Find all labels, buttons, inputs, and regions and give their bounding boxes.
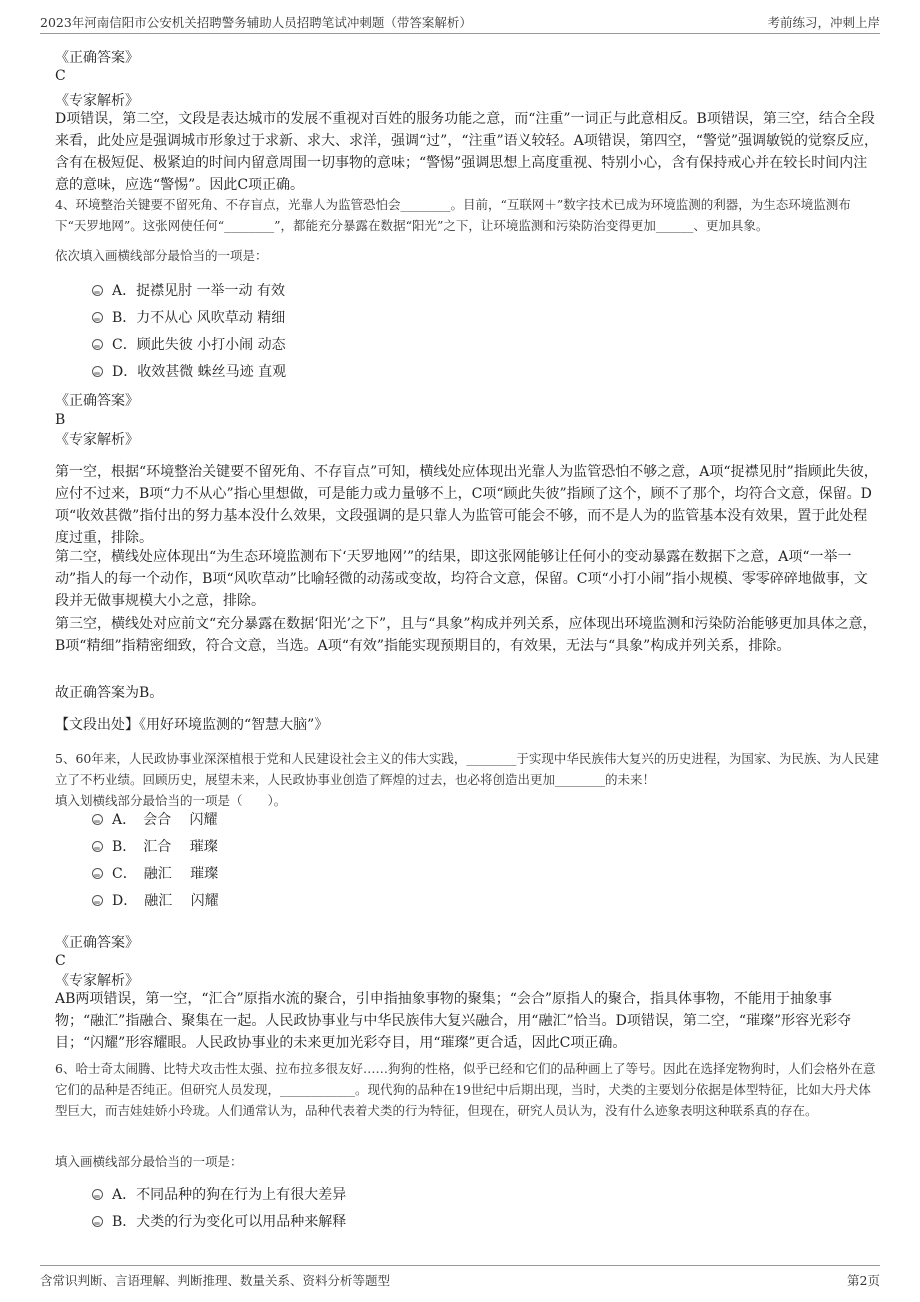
q4-source: 【文段出处】《用好环境监测的“智慧大脑”》 — [55, 717, 329, 733]
q4-analysis-p3: 第三空，横线处对应前文“充分暴露在数据‘阳光’之下”，且与“具象”构成并列关系，应体现出环境监测和污染防治能够更加具体之意，B项“精细”指精密细致，符合文意，当选。A项“有效”指能实现预期目的，有效果，无法与“具象”构成并列关系，排除。 — [55, 616, 877, 654]
q5-answer-label: 《正确答案》 — [55, 935, 139, 951]
q4-option-b[interactable]: B．力不从心 风吹草动 精细 — [92, 307, 285, 329]
radio-icon[interactable] — [92, 1189, 103, 1200]
q6-option-b[interactable]: B．犬类的行为变化可以用品种来解释 — [92, 1211, 346, 1233]
q5-option-c[interactable]: C． 融汇 璀璨 — [92, 863, 218, 885]
q3-answer-label: 《正确答案》 — [55, 50, 139, 66]
page-header — [40, 10, 880, 34]
q4-option-c[interactable]: C．顾此失彼 小打小闹 动态 — [92, 334, 286, 356]
q6-stem: 6、哈士奇太闹腾、比特犬攻击性太强、拉布拉多很友好……狗狗的性格，似乎已经和它们的品种画上了等号。因此在选择宠物狗时，人们会格外在意它们的品种是否纯正。但研究人员发现，____________。现代狗的品种在19世纪中后期出现，当时，犬类的主要划分依据是体型特征，比如大丹犬体型巨大，而吉娃娃娇小玲珑。人们通常认为，品种代表着犬类的行为特征，但现在，研究人员认为，没有什么迹象表明这种联系真的存在。 — [55, 1061, 876, 1118]
radio-icon[interactable] — [92, 312, 103, 323]
q4-option-d[interactable]: D．收效甚微 蛛丝马迹 直观 — [92, 361, 286, 383]
q5-stem: 5、60年来，人民政协事业深深植根于党和人民建设社会主义的伟大实践，________于实现中华民族伟大复兴的历史进程，为国家、为民族、为人民建立了不朽业绩。回顾历史，展望未来，人民政协事业创造了辉煌的过去，也必将创造出更加________的未来！ — [55, 751, 879, 787]
q5-option-a[interactable]: A． 会合 闪耀 — [92, 809, 218, 831]
q5-analysis-label: 《专家解析》 — [55, 973, 139, 989]
q4-analysis-label: 《专家解析》 — [55, 432, 139, 448]
header-slogan: 考前练习，冲刺上岸 — [767, 15, 880, 30]
q6-prompt: 填入画横线部分最恰当的一项是： — [55, 1154, 243, 1169]
radio-icon[interactable] — [92, 841, 103, 852]
radio-icon[interactable] — [92, 868, 103, 879]
radio-icon[interactable] — [92, 814, 103, 825]
q6-option-a[interactable]: A．不同品种的狗在行为上有很大差异 — [92, 1184, 346, 1206]
q5-prompt: 填入划横线部分最恰当的一项是（ ）。 — [55, 793, 287, 808]
q4-answer-label: 《正确答案》 — [55, 393, 139, 409]
q3-answer: C — [55, 68, 66, 84]
q4-prompt: 依次填入画横线部分最恰当的一项是： — [55, 248, 268, 263]
q4-analysis-p4: 故正确答案为B。 — [55, 685, 164, 701]
q4-analysis-p1: 第一空，根据“环境整治关键要不留死角、不存盲点”可知，横线处应体现出光靠人为监管恐怕不够之意，A项“捉襟见肘”指顾此失彼，应付不过来，B项“力不从心”指心里想做，可是能力或力量够不上，C项“顾此失彼”指顾了这个，顾不了那个，均符合文意，保留。D项“收效甚微”指付出的努力基本没什么效果，文段强调的是只靠人为监管可能会不够，而不是人为的监管基本没有效果，置于此处程度过重，排除。 — [55, 464, 878, 546]
q5-answer: C — [55, 953, 66, 969]
radio-icon[interactable] — [92, 895, 103, 906]
q3-analysis-label: 《专家解析》 — [55, 93, 139, 109]
page-footer — [40, 1265, 880, 1291]
radio-icon[interactable] — [92, 366, 103, 377]
radio-icon[interactable] — [92, 339, 103, 350]
radio-icon[interactable] — [92, 285, 103, 296]
q5-analysis: AB两项错误，第一空，“汇合”原指水流的聚合，引申指抽象事物的聚集；“会合”原指人的聚合，指具体事物，不能用于抽象事物；“融汇”指融合、聚集在一起。人民政协事业与中华民族伟大复兴融合，用“融汇”恰当。D项错误，第二空，“璀璨”形容光彩夺目；“闪耀”形容耀眼。人民政协事业的未来更加光彩夺目，用“璀璨”更合适，因此C项正确。 — [55, 991, 852, 1051]
q4-analysis-p2: 第二空，横线处应体现出“为生态环境监测布下‘天罗地网’”的结果，即这张网能够让任何小的变动暴露在数据下之意，A项“一举一动”指人的每一个动作，B项“风吹草动”比喻轻微的动荡或变故，均符合文意，保留。C项“小打小闹”指小规模、零零碎碎地做事，文段并无做事规模大小之意，排除。 — [55, 549, 868, 609]
radio-icon[interactable] — [92, 1216, 103, 1227]
q4-option-a[interactable]: A．捉襟见肘 一举一动 有效 — [92, 280, 285, 302]
footer-description: 含常识判断、言语理解、判断推理、数量关系、资料分析等题型 — [40, 1273, 391, 1288]
q5-option-b[interactable]: B． 汇合 璀璨 — [92, 836, 218, 858]
q4-answer: B — [55, 412, 66, 428]
page-number: 第2页 — [847, 1273, 880, 1288]
document-title: 2023年河南信阳市公安机关招聘警务辅助人员招聘笔试冲刺题（带答案解析） — [40, 15, 472, 30]
q5-option-d[interactable]: D． 融汇 闪耀 — [92, 890, 219, 912]
q3-analysis: D项错误，第二空，文段是表达城市的发展不重视对百姓的服务功能之意，而“注重”一词正与此意相反。B项错误，第三空，结合全段来看，此处应是强调城市形象过于求新、求大、求洋，强调“过”，“注重”语义较轻。A项错误，第四空，“警觉”强调敏锐的觉察反应，含有在极短促、极紧迫的时间内留意周围一切事物的意味；“警惕”强调思想上高度重视、特别小心，含有保持戒心并在较长时间内注意的意味，应选“警惕”。因此C项正确。 — [55, 111, 879, 193]
q4-stem: 4、环境整治关键要不留死角、不存盲点，光靠人为监管恐怕会________。目前，“互联网＋”数字技术已成为环境监测的利器，为生态环境监测布下“天罗地网”。这张网使任何“________”，都能充分暴露在数据“阳光”之下，让环境监测和污染防治变得更加______、更加具象。 — [55, 197, 851, 233]
